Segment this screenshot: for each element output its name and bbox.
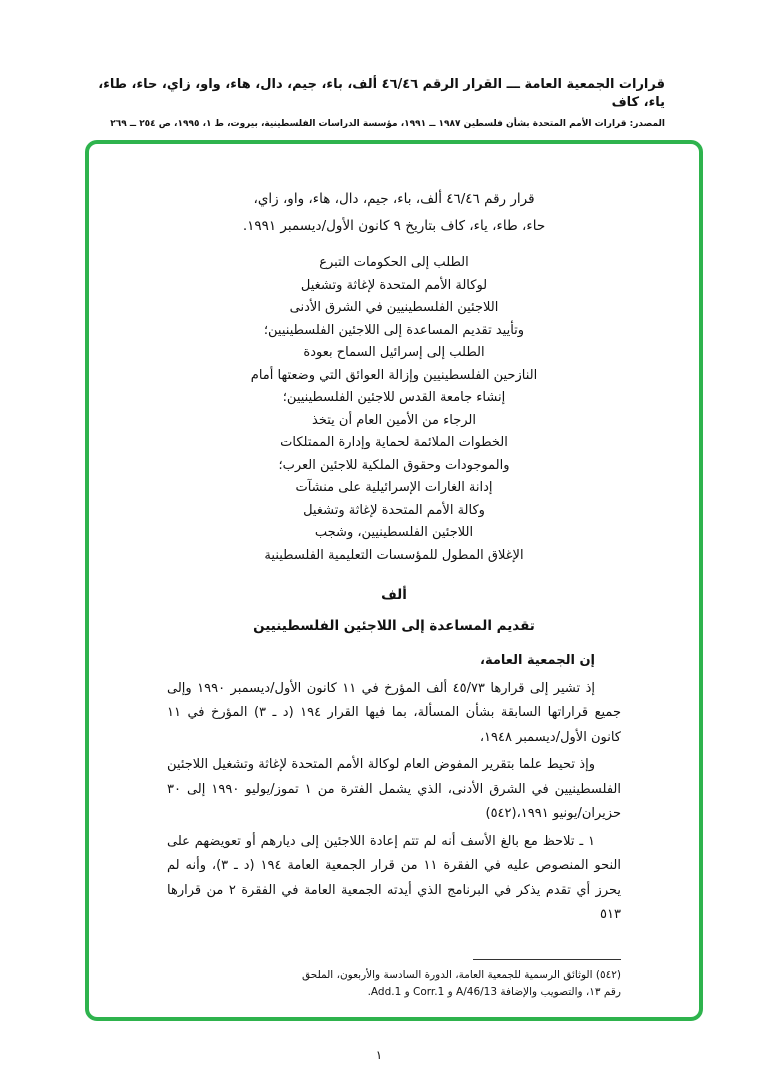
section-letter: ألف: [381, 587, 407, 603]
subject-line: الرجاء من الأمين العام أن يتخذ: [312, 412, 476, 428]
intro-line: قرار رقم ٤٦/٤٦ ألف، باء، جيم، دال، هاء، واو، زاي،: [253, 191, 535, 207]
body-paragraph: إذ تشير إلى قرارها ٤٥/٧٣ ألف المؤرخ في ١١ كانون الأول/ديسمبر ١٩٩٠ وإلى جميع قراراتها السابقة بشأن المسألة، بما فيها القرار ١٩٤ (د ـ ٣) المؤرخ في ١١ كانون الأول/ديسمبر ١٩٤٨،: [167, 680, 621, 745]
subject-line: إنشاء جامعة القدس للاجئين الفلسطينيين؛: [282, 390, 506, 405]
subject-line: والموجودات وحقوق الملكية للاجئين العرب؛: [278, 457, 510, 473]
subject-line: لوكالة الأمم المتحدة لإغاثة وتشغيل: [300, 277, 488, 293]
resolution-content: [89, 144, 699, 1017]
subject-line: الطلب إلى الحكومات التبرع: [319, 255, 469, 270]
body-text: [167, 649, 621, 928]
subject-line: وكالة الأمم المتحدة لإغاثة وتشغيل: [303, 502, 485, 518]
subject-line: اللاجئين الفلسطينيين، وشجب: [314, 525, 474, 540]
document-header: [90, 76, 665, 131]
subject-line: النازحين الفلسطينيين وإزالة العوائق التي وضعتها أمام: [250, 367, 538, 383]
body-paragraph: وإذ تحيط علما بتقرير المفوض العام لوكالة الأمم المتحدة لإغاثة وتشغيل اللاجئين الفلسطينيين في الشرق الأدنى، الذي يشمل الفترة من ١ تموز/يوليو ١٩٩٠ إلى ٣٠ حزيران/يونيو ١٩٩١،(٥٤٢): [167, 757, 621, 821]
footnote-divider: [473, 959, 621, 960]
subject-line: وتأييد تقديم المساعدة إلى اللاجئين الفلسطينيين؛: [263, 322, 525, 338]
resolution-heading: [167, 186, 621, 240]
subject-line: الخطوات الملائمة لحماية وإدارة الممتلكات: [280, 435, 508, 450]
subject-line: الطلب إلى إسرائيل السماح بعودة: [303, 345, 485, 360]
footnote-line: (٥٤٢) الوثائق الرسمية للجمعية العامة، الدورة السادسة والأربعون، الملحق: [302, 969, 621, 981]
content-frame: [85, 140, 703, 1021]
subject-line: الإغلاق المطول للمؤسسات التعليمية الفلسطينية: [264, 547, 524, 563]
subject-line: إدانة الغارات الإسرائيلية على منشآت: [295, 480, 493, 495]
intro-line: حاء، طاء، ياء، كاف بتاريخ ٩ كانون الأول/ديسمبر ١٩٩١.: [242, 218, 546, 234]
subject-block: [167, 252, 621, 567]
section-title: تقديم المساعدة إلى اللاجئين الفلسطينيين: [253, 618, 535, 634]
footnote-line: رقم ١٣، والتصويب والإضافة A/46/13 و Corr.1 و Add.1.: [367, 986, 621, 998]
body-paragraph: ١ ـ تلاحظ مع بالغ الأسف أنه لم تتم إعادة اللاجئين إلى ديارهم أو تعويضهم على النحو المنصوص عليه في الفقرة ١١ من قرار الجمعية العامة ١٩٤ (د ـ ٣)، وأنه لم يحرز أي تقدم يذكر في البرنامج الذي أيدته الجمعية العامة في الفقرة ٢ من قرارها ٥١٣: [167, 833, 622, 922]
footnote: [167, 959, 621, 1001]
page-number: ١: [375, 1048, 383, 1062]
document-source: المصدر: قرارات الأمم المتحدة بشأن فلسطين ١٩٨٧ ــ ١٩٩١، مؤسسة الدراسات الفلسطينية، بيروت، ط ١، ١٩٩٥، ص ٢٥٤ ــ ٢٦٩: [110, 119, 665, 129]
body-paragraph: إن الجمعية العامة،: [480, 653, 595, 668]
document-title: قرارات الجمعية العامة ـــ القرار الرقم ٤٦/٤٦ ألف، باء، جيم، دال، هاء، واو، زاي، حاء، طاء، ياء، كاف: [98, 77, 665, 110]
subject-line: اللاجئين الفلسطينيين في الشرق الأدنى: [289, 300, 499, 315]
